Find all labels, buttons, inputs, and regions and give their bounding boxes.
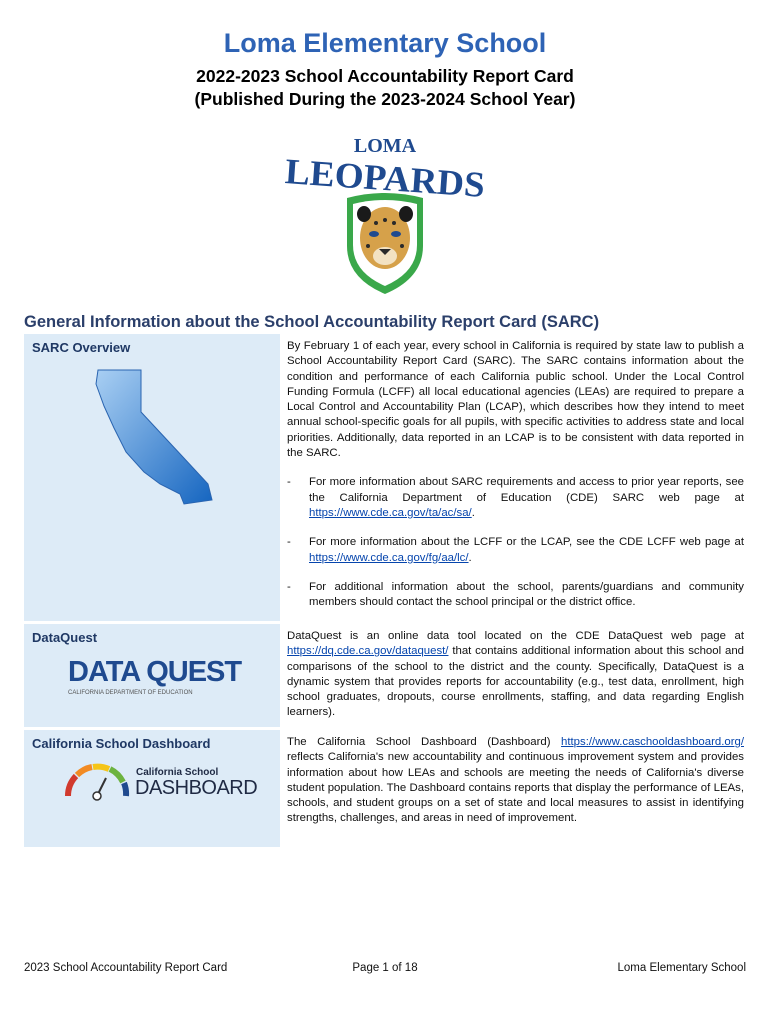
bullet-text: For additional information about the school, parents/guardians and community members should contact the school principal or the district office. xyxy=(309,580,744,609)
table-row-dashboard xyxy=(24,730,746,847)
sarc-overview-content xyxy=(283,334,746,621)
dataquest-content xyxy=(283,624,746,727)
california-map-icon xyxy=(86,366,236,516)
dataquest-logo-text: DATA QUEST xyxy=(68,656,242,688)
dashboard-title: California School Dashboard xyxy=(32,736,211,751)
loma-leopards-logo xyxy=(280,128,490,294)
sarc-overview-paragraph: By February 1 of each year, every school in California is required by state law to publish a School Accountability Report Card (SARC). The SARC contains information about the condition and performance of each California public school. Under the Local Control Funding Formula (LCFF) all local educational agencies (LEAs) are required to prepare a Local Control and Accountability Plan (LCAP), which describes how they intend to meet annual school-specific goals for all pupils, with specific activities to address state and local priorities. Additionally, data reported in an LCAP is to be consistent with data reported in the SARC. xyxy=(287,340,744,460)
footer-report-title: 2023 School Accountability Report Card xyxy=(24,962,228,974)
bullet-dash: - xyxy=(287,536,291,549)
footer-page-number: Page 1 of 18 xyxy=(352,962,418,974)
dataquest-title: DataQuest xyxy=(32,630,98,645)
page-title: Loma Elementary School xyxy=(223,28,547,58)
list-item xyxy=(287,580,744,611)
bullet-punctuation: . xyxy=(471,506,475,519)
dashboard-logo-text: DASHBOARD xyxy=(135,777,258,799)
sarc-web-page-link[interactable]: https://www.cde.ca.gov/ta/ac/sa/ xyxy=(309,506,472,519)
dataquest-text-continued: that contains additional information about this school and comparisons of the school to the district and the county. Specifically, DataQuest is a dynamic system that provides reports for accountability (e.g., test data, enrollment, high school graduates, dropouts, course enrollments, staffing, and data regarding English learners). xyxy=(287,645,744,719)
dataquest-text: DataQuest is an online data tool located on the CDE DataQuest web page at xyxy=(287,630,744,642)
report-subtitle-published: (Published During the 2023-2024 School Year) xyxy=(194,89,576,109)
dataquest-logo xyxy=(68,656,242,696)
dashboard-content xyxy=(283,730,746,847)
dashboard-link[interactable]: https://www.caschooldashboard.org/ xyxy=(561,736,744,748)
bullet-punctuation: . xyxy=(468,551,472,564)
dataquest-label-cell xyxy=(24,624,280,727)
dashboard-gauge-icon xyxy=(62,762,132,802)
dashboard-logo-text-top: California School xyxy=(136,767,219,778)
report-subtitle: 2022-2023 School Accountability Report Card xyxy=(196,66,574,86)
bullet-text: For more information about SARC requirements and access to prior year reports, see the California Department of Education (CDE) SARC web page at xyxy=(309,476,744,504)
section-heading: General Information about the School Accountability Report Card (SARC) xyxy=(24,313,600,331)
list-item xyxy=(287,475,744,521)
sarc-overview-label-cell xyxy=(24,334,280,621)
list-item xyxy=(287,535,744,566)
dashboard-text-continued: reflects California's new accountability and continuous improvement system and provides information about how LEAs and schools are meeting the needs of California's diverse student population. The Dashboard contains reports that display the performance of LEAs, schools, and student groups on a set of state and local measures to assist in identifying strengths, challenges, and areas in need of improvement. xyxy=(287,751,744,825)
logo-leopards-text: LEOPARDS xyxy=(283,151,480,205)
dataquest-link[interactable]: https://dq.cde.ca.gov/dataquest/ xyxy=(287,645,449,658)
info-table xyxy=(24,334,746,850)
leopard-shield-icon xyxy=(347,193,423,294)
dashboard-text: The California School Dashboard (Dashboard) xyxy=(287,736,562,748)
bullet-dash: - xyxy=(287,580,291,593)
bullet-text: For more information about the LCFF or the LCAP, see the CDE LCFF web page at xyxy=(309,536,744,549)
table-row-sarc-overview xyxy=(24,334,746,621)
lcff-web-page-link[interactable]: https://www.cde.ca.gov/fg/aa/lc/ xyxy=(309,551,469,564)
sarc-overview-title: SARC Overview xyxy=(32,340,131,355)
table-row-dataquest xyxy=(24,624,746,727)
dashboard-label-cell xyxy=(24,730,280,847)
bullet-dash: - xyxy=(287,476,291,489)
logo-loma-text: LOMA xyxy=(353,135,417,157)
footer-school-name: Loma Elementary School xyxy=(617,962,746,974)
dataquest-logo-subtext: CALIFORNIA DEPARTMENT OF EDUCATION xyxy=(68,690,193,696)
